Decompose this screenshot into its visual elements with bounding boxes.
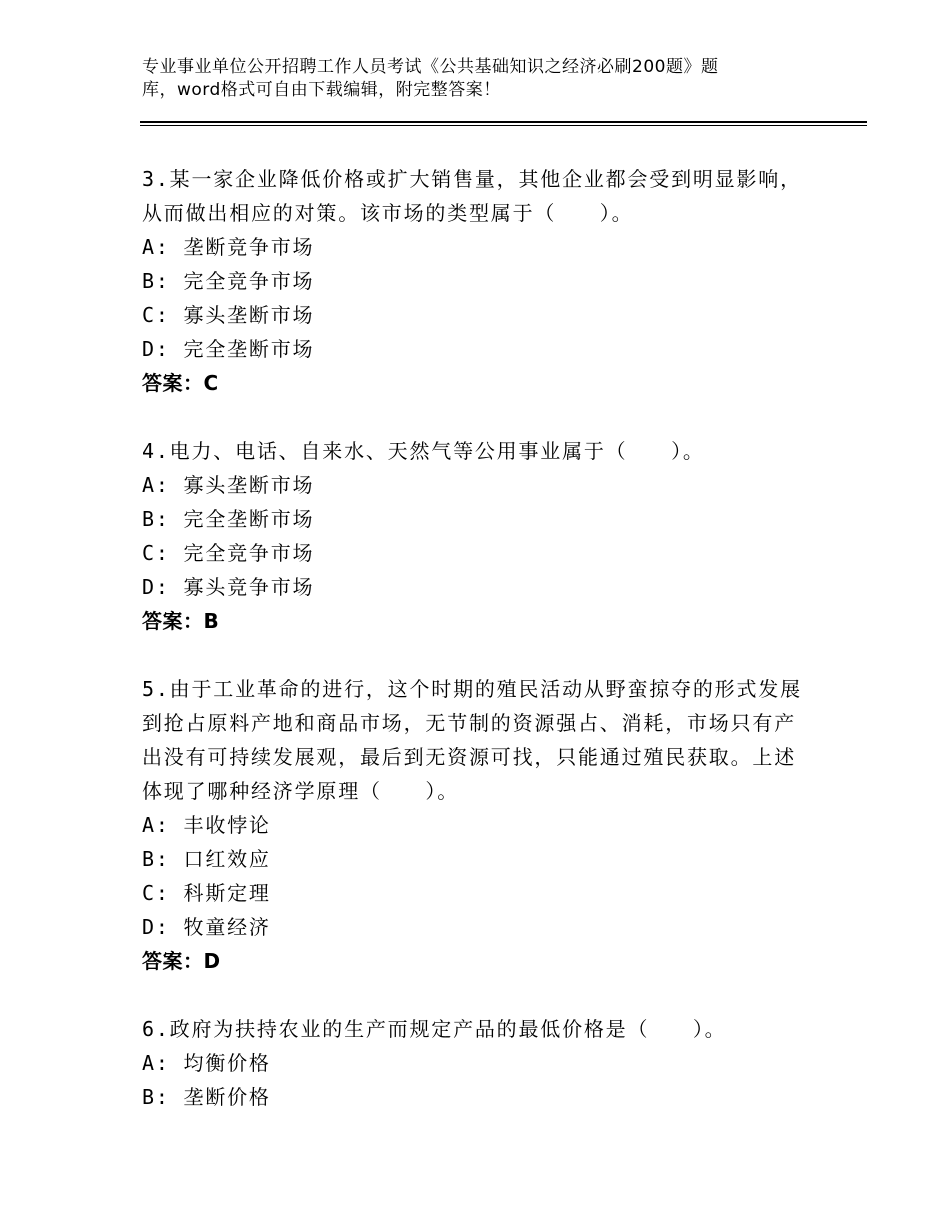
question-4 <box>142 434 812 638</box>
question-5 <box>142 672 812 978</box>
header-rule-thick <box>140 121 867 123</box>
header-rule-thin <box>140 125 867 126</box>
option-d: D: 完全垄断市场 <box>142 337 315 361</box>
question-list <box>142 162 812 1114</box>
answer-label: 答案：C <box>142 371 219 395</box>
option-b: B: 完全竞争市场 <box>142 269 315 293</box>
answer-label: 答案：B <box>142 609 220 633</box>
option-b: B: 口红效应 <box>142 847 271 871</box>
question-6 <box>142 1012 812 1114</box>
option-c: C: 科斯定理 <box>142 881 271 905</box>
option-c: C: 寡头垄断市场 <box>142 303 315 327</box>
document-header <box>142 56 802 102</box>
answer-label: 答案：D <box>142 949 221 973</box>
question-3 <box>142 162 812 400</box>
question-stem: 5.由于工业革命的进行，这个时期的殖民活动从野蛮掠夺的形式发展到抢占原料产地和商品市场，无节制的资源强占、消耗，市场只有产出没有可持续发展观，最后到无资源可找，只能通过殖民获取。上述体现了哪种经济学原理（ ）。 <box>142 677 802 803</box>
question-stem: 4.电力、电话、自来水、天然气等公用事业属于（ ）。 <box>142 439 705 463</box>
option-a: A: 垄断竞争市场 <box>142 235 315 259</box>
option-b: B: 垄断价格 <box>142 1085 271 1109</box>
option-d: D: 寡头竞争市场 <box>142 575 315 599</box>
option-c: C: 完全竞争市场 <box>142 541 315 565</box>
option-a: A: 寡头垄断市场 <box>142 473 315 497</box>
header-line-2: 库，word格式可自由下载编辑，附完整答案！ <box>142 80 501 100</box>
option-b: B: 完全垄断市场 <box>142 507 315 531</box>
option-a: A: 均衡价格 <box>142 1051 271 1075</box>
option-a: A: 丰收悖论 <box>142 813 271 837</box>
option-d: D: 牧童经济 <box>142 915 271 939</box>
question-stem: 3.某一家企业降低价格或扩大销售量，其他企业都会受到明显影响，从而做出相应的对策。该市场的类型属于（ ）。 <box>142 167 802 225</box>
header-line-1: 专业事业单位公开招聘工作人员考试《公共基础知识之经济必刷200题》题 <box>142 57 719 77</box>
question-stem: 6.政府为扶持农业的生产而规定产品的最低价格是（ ）。 <box>142 1017 727 1041</box>
